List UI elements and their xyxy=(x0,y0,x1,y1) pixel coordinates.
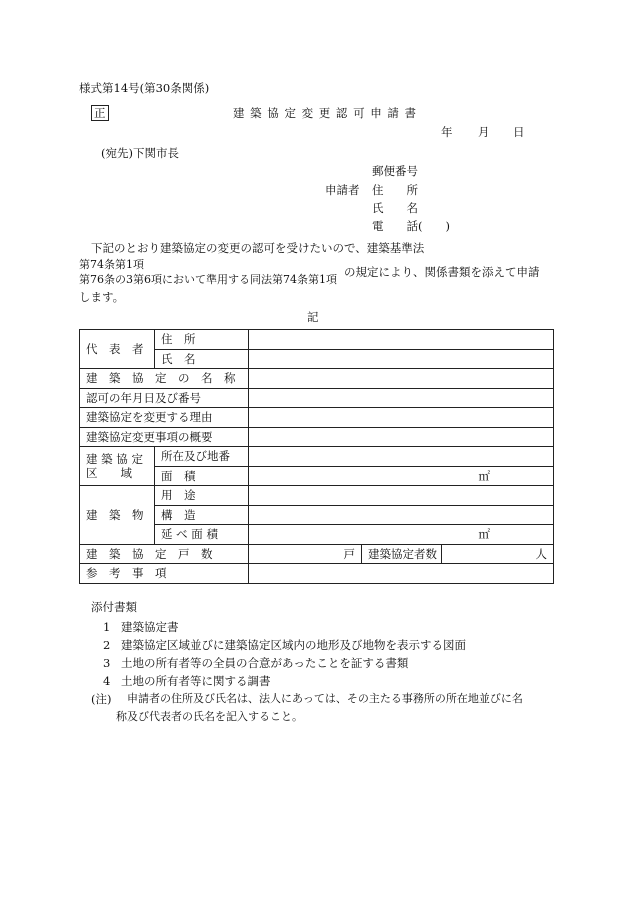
floor-area-field[interactable] xyxy=(249,525,554,545)
addressee: (宛先)下関市長 xyxy=(101,146,179,160)
households-field[interactable] xyxy=(249,544,362,564)
change-summary-label: 建築協定変更事項の概要 xyxy=(80,427,249,447)
form-number: 様式第14号(第30条関係) xyxy=(79,81,210,95)
floor-area-label: 延 べ 面 積 xyxy=(155,525,249,545)
date-day: 日 xyxy=(513,125,525,139)
area-label xyxy=(80,447,155,486)
note-line1: 申請者の住所及び氏名は、法人にあっては、その主たる事務所の所在地並びに名 xyxy=(127,692,523,705)
use-label: 用 途 xyxy=(155,486,249,506)
page-title: 建 築 協 定 変 更 認 可 申 請 書 xyxy=(233,106,418,120)
body-alt-a: 第74条第1項 xyxy=(79,258,144,271)
area-location-label: 所在及び地番 xyxy=(155,447,249,467)
table-row xyxy=(80,486,554,506)
date-year: 年 xyxy=(441,125,453,139)
household-unit: 戸 xyxy=(343,546,355,561)
attachment-num-1: 1 xyxy=(103,620,111,634)
person-unit: 人 xyxy=(535,546,548,561)
area-size-field[interactable] xyxy=(249,466,554,486)
rep-address-field[interactable] xyxy=(249,330,554,350)
area-label-line2: 区 域 xyxy=(86,466,132,480)
use-field[interactable] xyxy=(249,486,554,506)
attachment-num-3: 3 xyxy=(103,656,111,670)
rep-address-label: 住 所 xyxy=(155,330,249,350)
applicant-role: 申請者 xyxy=(325,183,360,197)
attachment-text-4: 土地の所有者等に関する調書 xyxy=(121,674,271,688)
floor-area-unit: ㎡ xyxy=(478,527,491,542)
change-summary-field[interactable] xyxy=(249,427,554,447)
signers-field[interactable] xyxy=(442,544,554,564)
change-reason-label: 建築協定を変更する理由 xyxy=(80,408,249,428)
permission-date-label: 認可の年月日及び番号 xyxy=(80,388,249,408)
notes-field[interactable] xyxy=(249,564,554,584)
table-row xyxy=(80,408,554,428)
area-size-unit: ㎡ xyxy=(478,468,491,483)
body-line2-tail: の規定により、関係書類を添えて申請 xyxy=(344,265,540,279)
table-row xyxy=(80,447,554,467)
application-table xyxy=(79,329,554,584)
attachment-text-1: 建築協定書 xyxy=(121,620,179,634)
attachment-text-2: 建築協定区域並びに建築協定区域内の地形及び地物を表示する図面 xyxy=(121,638,466,652)
rep-name-field[interactable] xyxy=(249,349,554,369)
seal-label: 正 xyxy=(91,105,109,121)
note-line2: 称及び代表者の氏名を記入すること。 xyxy=(116,710,303,723)
table-row xyxy=(80,330,554,350)
structure-label: 構 造 xyxy=(155,505,249,525)
note-label: (注) xyxy=(91,692,112,706)
body-line3: します。 xyxy=(79,290,125,304)
agreement-name-field[interactable] xyxy=(249,369,554,389)
table-row xyxy=(80,427,554,447)
structure-field[interactable] xyxy=(249,505,554,525)
table-row xyxy=(80,564,554,584)
attachment-num-2: 2 xyxy=(103,638,111,652)
applicant-postal: 郵便番号 xyxy=(372,164,418,178)
area-label-line1: 建 築 協 定 xyxy=(86,451,143,466)
attachment-num-4: 4 xyxy=(103,674,111,688)
building-label: 建 築 物 xyxy=(80,486,155,545)
representative-label xyxy=(80,330,155,369)
body-line1: 下記のとおり建築協定の変更の認可を受けたいので、建築基準法 xyxy=(91,241,425,255)
applicant-phone: 電 話( ) xyxy=(372,219,450,233)
applicant-address: 住 所 xyxy=(372,183,418,197)
table-row xyxy=(80,388,554,408)
rep-name-label: 氏 名 xyxy=(155,349,249,369)
body-alt-b: 第76条の3第6項において準用する同法第74条第1項 xyxy=(79,273,337,286)
signers-label: 建築協定者数 xyxy=(362,544,442,564)
agreement-name-label: 建 築 協 定 の 名 称 xyxy=(80,369,249,389)
households-label: 建 築 協 定 戸 数 xyxy=(80,544,249,564)
table-row xyxy=(80,544,554,564)
notes-label: 参 考 事 項 xyxy=(80,564,249,584)
table-row xyxy=(80,369,554,389)
area-size-label: 面 積 xyxy=(155,466,249,486)
permission-date-field[interactable] xyxy=(249,388,554,408)
attachments-heading: 添付書類 xyxy=(91,600,137,614)
date-month: 月 xyxy=(478,125,490,139)
change-reason-field[interactable] xyxy=(249,408,554,428)
representative-text: 代 表 者 xyxy=(86,341,144,356)
applicant-name: 氏 名 xyxy=(372,201,418,215)
area-location-field[interactable] xyxy=(249,447,554,467)
attachment-text-3: 土地の所有者等の全員の合意があったことを証する書類 xyxy=(121,656,409,670)
ki-label: 記 xyxy=(307,310,319,324)
